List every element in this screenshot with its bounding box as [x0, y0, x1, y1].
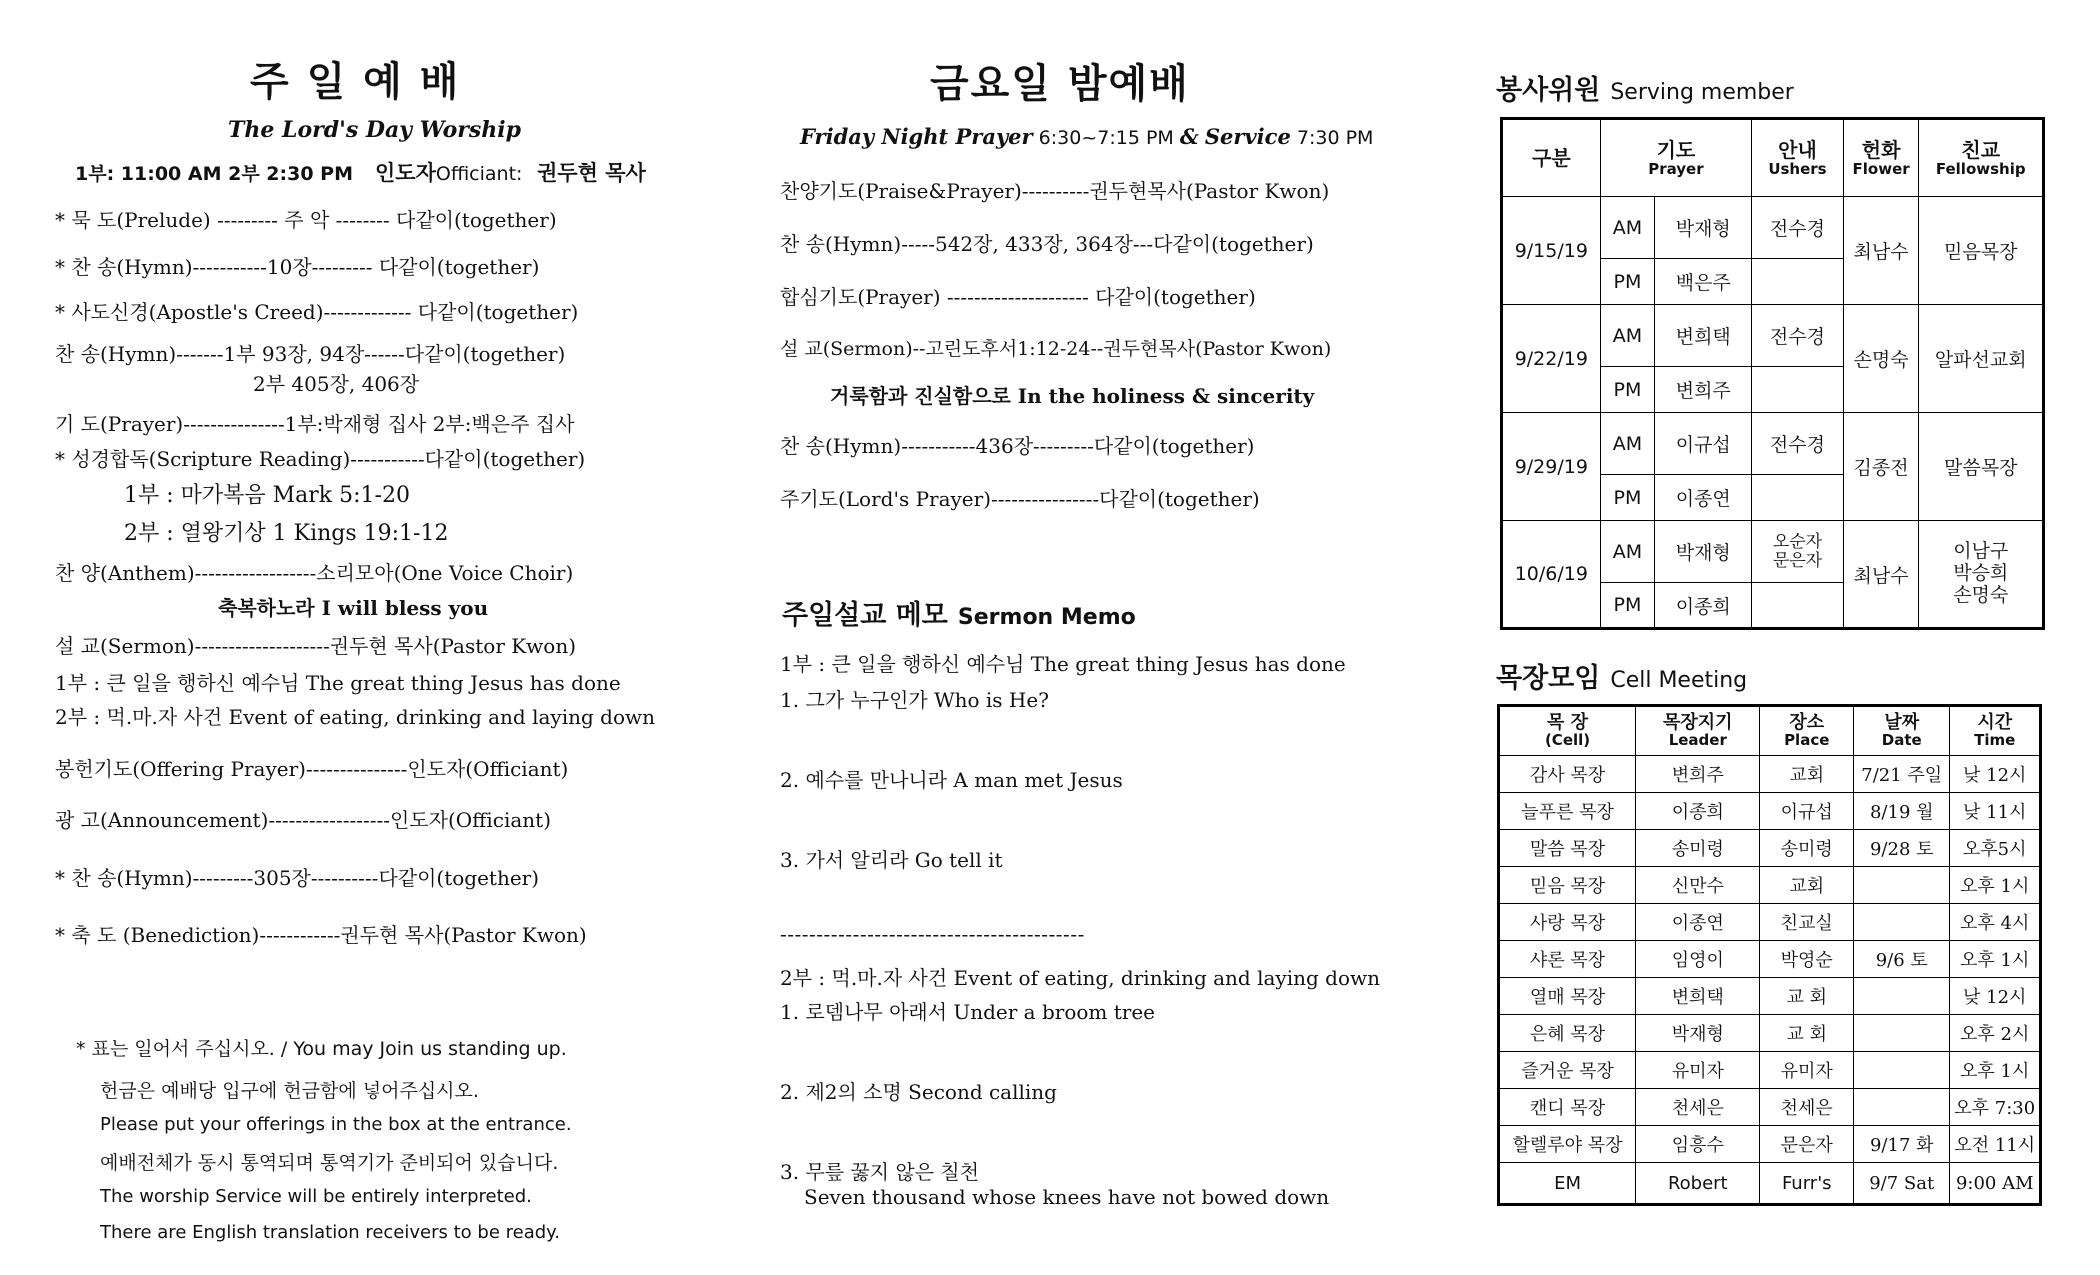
cell-leader: 이종희	[1636, 793, 1760, 830]
cell-cell: 말씀 목장	[1499, 830, 1636, 867]
friday-order-item: 주기도(Lord's Prayer)----------------다같이(together)	[780, 487, 1260, 511]
sermon-title-2: 2부 : 먹.마.자 사건 Event of eating, drinking and laying down	[55, 705, 655, 729]
memo-line: 1. 로뎀나무 아래서 Under a broom tree	[780, 1000, 1156, 1024]
header-leader: 목장지기 Leader	[1636, 706, 1760, 756]
table-row	[1499, 830, 2041, 867]
cell-cell: 은혜 목장	[1499, 1015, 1636, 1052]
cell-time: 낮 12시	[1950, 978, 2041, 1015]
order-item: 광 고(Announcement)------------------인도자(Officiant)	[55, 808, 552, 832]
fellowship: 믿음목장	[1919, 197, 2044, 305]
cell-table-body	[1499, 756, 2041, 1205]
officiant-name: 권두현 목사	[537, 161, 646, 185]
serving-title-en: Serving member	[1610, 80, 1794, 105]
sunday-worship-subtitle: The Lord's Day Worship	[228, 117, 521, 143]
order-item: * 사도신경(Apostle's Creed)------------- 다같이(together)	[55, 300, 579, 324]
cell-leader: 천세은	[1636, 1089, 1760, 1126]
cell-place: 교 회	[1760, 1015, 1854, 1052]
memo-line: 2. 예수를 만나니라 A man met Jesus	[780, 768, 1123, 792]
flower: 최남수	[1843, 521, 1919, 629]
cell-time: 낮 12시	[1950, 756, 2041, 793]
cell-cell: 열매 목장	[1499, 978, 1636, 1015]
table-row	[1499, 941, 2041, 978]
header-place: 장소 Place	[1760, 706, 1854, 756]
sermon-title-1: 1부 : 큰 일을 행하신 예수님 The great thing Jesus has done	[55, 671, 621, 695]
cell-date: 7/21 주일	[1854, 756, 1950, 793]
cell-time: 오후 1시	[1950, 867, 2041, 904]
friday-order-item: 찬양기도(Praise&Prayer)----------권두현목사(Pastor Kwon)	[780, 179, 1330, 203]
pm-usher	[1752, 475, 1844, 521]
cell-date: 8/19 월	[1854, 793, 1950, 830]
friday-order-item: 합심기도(Prayer) --------------------- 다같이(together)	[780, 285, 1256, 309]
serve-date: 9/22/19	[1502, 305, 1601, 413]
flower: 최남수	[1843, 197, 1919, 305]
table-row	[1499, 1015, 2041, 1052]
table-row	[1499, 867, 2041, 904]
cell-leader: 박재형	[1636, 1015, 1760, 1052]
order-item: * 찬 송(Hymn)---------305장----------다같이(together)	[55, 866, 540, 890]
note-offering-ko: 헌금은 예배당 입구에 헌금함에 넣어주십시오.	[100, 1080, 479, 1102]
cell-leader: 임영이	[1636, 941, 1760, 978]
header-date: 날짜 Date	[1854, 706, 1950, 756]
memo-line: 1부 : 큰 일을 행하신 예수님 The great thing Jesus has done	[780, 652, 1346, 676]
cell-place: 천세은	[1760, 1089, 1854, 1126]
pm-prayer: 이종연	[1655, 475, 1752, 521]
am-prayer: 박재형	[1655, 521, 1752, 583]
cell-place: 송미령	[1760, 830, 1854, 867]
friday-order-item: 찬 송(Hymn)-----542장, 433장, 364장---다같이(together)	[780, 232, 1314, 256]
note-interpret-ko: 예배전체가 동시 통역되며 통역기가 준비되어 있습니다.	[100, 1152, 559, 1174]
cell-cell: 샤론 목장	[1499, 941, 1636, 978]
table-row	[1499, 1089, 2041, 1126]
service-times: 1부: 11:00 AM 2부 2:30 PM	[75, 163, 354, 185]
serve-date: 10/6/19	[1502, 521, 1601, 629]
cell-cell: 사랑 목장	[1499, 904, 1636, 941]
cell-place: 박영순	[1760, 941, 1854, 978]
officiant-en: Officiant:	[435, 163, 523, 185]
table-row	[1502, 521, 2044, 583]
flower: 손명숙	[1843, 305, 1919, 413]
header-prayer: 기도 Prayer	[1600, 119, 1752, 197]
memo-line: Seven thousand whose knees have not bowed down	[804, 1185, 1330, 1209]
serving-header-row	[1502, 119, 2044, 197]
pm-prayer: 이종희	[1655, 583, 1752, 629]
cell-place: 이규섭	[1760, 793, 1854, 830]
fellowship: 말씀목장	[1919, 413, 2044, 521]
memo-line: 1. 그가 누구인가 Who is He?	[780, 688, 1049, 712]
fellowship: 이남구 박승희 손명숙	[1919, 521, 2044, 629]
cell-date	[1854, 978, 1950, 1015]
order-item: * 찬 송(Hymn)-----------10장--------- 다같이(together)	[55, 255, 540, 279]
cell-cell: 늘푸른 목장	[1499, 793, 1636, 830]
pm-label: PM	[1600, 367, 1655, 413]
table-row	[1499, 904, 2041, 941]
cell-time: 9:00 AM	[1950, 1163, 2041, 1205]
table-row	[1502, 305, 2044, 367]
cell-date	[1854, 1052, 1950, 1089]
table-row	[1502, 197, 2044, 259]
order-item: 2부 405장, 406장	[253, 372, 420, 396]
cell-place: 교 회	[1760, 978, 1854, 1015]
sermon-memo-title-en: Sermon Memo	[957, 605, 1136, 630]
am-prayer: 이규섭	[1655, 413, 1752, 475]
pm-label: PM	[1600, 583, 1655, 629]
cell-time: 오후5시	[1950, 830, 2041, 867]
am-usher: 오순자 문은자	[1752, 521, 1844, 583]
serving-table	[1500, 117, 2045, 630]
cell-place: 교회	[1760, 867, 1854, 904]
pm-label: PM	[1600, 475, 1655, 521]
cell-place: Furr's	[1760, 1163, 1854, 1205]
note-offering-en: Please put your offerings in the box at the entrance.	[100, 1114, 572, 1135]
sermon-memo-title-ko: 주일설교 메모	[782, 600, 948, 631]
order-item: * 묵 도(Prelude) --------- 주 악 -------- 다같이(together)	[55, 208, 557, 232]
cell-meeting-heading	[1496, 656, 1747, 695]
order-item: * 성경합독(Scripture Reading)-----------다같이(together)	[55, 447, 586, 471]
cell-date	[1854, 904, 1950, 941]
table-row	[1499, 793, 2041, 830]
cell-cell: EM	[1499, 1163, 1636, 1205]
cell-place: 유미자	[1760, 1052, 1854, 1089]
cell-time: 오후 2시	[1950, 1015, 2041, 1052]
memo-divider: ------------------------------------------	[780, 922, 1085, 946]
order-item: 봉헌기도(Offering Prayer)---------------인도자(Officiant)	[55, 757, 569, 781]
pm-prayer: 변희주	[1655, 367, 1752, 413]
am-label: AM	[1600, 305, 1655, 367]
header-category: 구분	[1502, 119, 1601, 197]
friday-prayer-label: Friday Night Prayer	[800, 124, 1033, 149]
cell-date	[1854, 1089, 1950, 1126]
memo-line: 3. 무릎 꿇지 않은 칠천	[780, 1160, 980, 1184]
am-usher: 전수경	[1752, 197, 1844, 259]
header-flower: 헌화 Flower	[1843, 119, 1919, 197]
cell-leader: 임흥수	[1636, 1126, 1760, 1163]
pm-prayer: 백은주	[1655, 259, 1752, 305]
cell-time: 오후 1시	[1950, 1052, 2041, 1089]
memo-line: 2. 제2의 소명 Second calling	[780, 1080, 1057, 1104]
serving-title-ko: 봉사위원	[1496, 75, 1601, 106]
header-time: 시간 Time	[1950, 706, 2041, 756]
cell-time: 오후 1시	[1950, 941, 2041, 978]
officiant-label: 인도자	[375, 161, 436, 185]
friday-subtitle	[800, 124, 1373, 149]
am-prayer: 변희택	[1655, 305, 1752, 367]
table-row	[1499, 756, 2041, 793]
serve-date: 9/29/19	[1502, 413, 1601, 521]
am-usher: 전수경	[1752, 413, 1844, 475]
header-ushers: 안내 Ushers	[1752, 119, 1844, 197]
cell-date: 9/6 토	[1854, 941, 1950, 978]
order-item: * 축 도 (Benediction)------------권두현 목사(Pastor Kwon)	[55, 923, 587, 947]
cell-date: 9/28 토	[1854, 830, 1950, 867]
cell-place: 친교실	[1760, 904, 1854, 941]
friday-sermon-title: 거룩함과 진실함으로 In the holiness & sincerity	[830, 384, 1315, 408]
cell-time: 오후 4시	[1950, 904, 2041, 941]
note-receivers: There are English translation receivers to be ready.	[100, 1222, 560, 1243]
cell-date: 9/7 Sat	[1854, 1163, 1950, 1205]
am-label: AM	[1600, 413, 1655, 475]
cell-cell: 즐거운 목장	[1499, 1052, 1636, 1089]
am-label: AM	[1600, 197, 1655, 259]
pm-label: PM	[1600, 259, 1655, 305]
header-fellowship: 친교 Fellowship	[1919, 119, 2044, 197]
cell-time: 오후 7:30	[1950, 1089, 2041, 1126]
serve-date: 9/15/19	[1502, 197, 1601, 305]
table-row	[1499, 1163, 2041, 1205]
friday-order-item: 찬 송(Hymn)-----------436장---------다같이(together)	[780, 434, 1255, 458]
cell-leader: 변희택	[1636, 978, 1760, 1015]
cell-cell: 할렐루야 목장	[1499, 1126, 1636, 1163]
friday-worship-title: 금요일 밤예배	[930, 61, 1190, 107]
cell-title-ko: 목장모임	[1496, 663, 1601, 694]
friday-service-label: Service	[1204, 124, 1291, 149]
ampersand: &	[1179, 124, 1199, 149]
header-cell: 목 장 (Cell)	[1499, 706, 1636, 756]
am-usher: 전수경	[1752, 305, 1844, 367]
cell-time: 오전 11시	[1950, 1126, 2041, 1163]
note-interpret-en: The worship Service will be entirely interpreted.	[100, 1186, 532, 1207]
cell-leader: 유미자	[1636, 1052, 1760, 1089]
memo-line: 2부 : 먹.마.자 사건 Event of eating, drinking and laying down	[780, 966, 1380, 990]
cell-leader: 신만수	[1636, 867, 1760, 904]
table-row	[1499, 1052, 2041, 1089]
friday-service-time: 7:30 PM	[1296, 127, 1374, 149]
sermon-memo-heading	[782, 593, 1136, 632]
order-item: 찬 송(Hymn)-------1부 93장, 94장------다같이(together)	[55, 342, 566, 366]
pm-usher	[1752, 583, 1844, 629]
cell-time: 낮 11시	[1950, 793, 2041, 830]
friday-order-item: 설 교(Sermon)--고린도후서1:12-24--권두현목사(Pastor Kwon)	[780, 338, 1332, 360]
order-item: 찬 양(Anthem)------------------소리모아(One Voice Choir)	[55, 561, 574, 585]
cell-title-en: Cell Meeting	[1610, 668, 1748, 693]
order-item: 설 교(Sermon)--------------------권두현 목사(Pastor Kwon)	[55, 634, 577, 658]
serving-heading	[1496, 68, 1794, 107]
cell-leader: Robert	[1636, 1163, 1760, 1205]
cell-cell: 감사 목장	[1499, 756, 1636, 793]
cell-header-row	[1499, 706, 2041, 756]
pm-usher	[1752, 259, 1844, 305]
cell-date	[1854, 1015, 1950, 1052]
cell-leader: 이종연	[1636, 904, 1760, 941]
cell-leader: 송미령	[1636, 830, 1760, 867]
scripture-1: 1부 : 마가복음 Mark 5:1-20	[124, 483, 410, 508]
pm-usher	[1752, 367, 1844, 413]
cell-meeting-table	[1497, 704, 2042, 1206]
anthem-title: 축복하노라 I will bless you	[218, 596, 489, 620]
cell-leader: 변희주	[1636, 756, 1760, 793]
table-row	[1499, 1126, 2041, 1163]
cell-date: 9/17 화	[1854, 1126, 1950, 1163]
cell-cell: 캔디 목장	[1499, 1089, 1636, 1126]
table-row	[1499, 978, 2041, 1015]
sunday-worship-title: 주 일 예 배	[250, 59, 461, 105]
cell-place: 문은자	[1760, 1126, 1854, 1163]
friday-prayer-time: 6:30~7:15 PM	[1038, 127, 1174, 149]
table-row	[1502, 413, 2044, 475]
cell-place: 교회	[1760, 756, 1854, 793]
am-label: AM	[1600, 521, 1655, 583]
note-standing: * 표는 일어서 주십시오. / You may Join us standing up.	[76, 1038, 567, 1060]
scripture-2: 2부 : 열왕기상 1 Kings 19:1-12	[124, 521, 449, 546]
fellowship: 알파선교회	[1919, 305, 2044, 413]
am-prayer: 박재형	[1655, 197, 1752, 259]
cell-cell: 믿음 목장	[1499, 867, 1636, 904]
cell-date	[1854, 867, 1950, 904]
order-item: 기 도(Prayer)---------------1부:박재형 집사 2부:백은주 집사	[55, 412, 575, 436]
memo-line: 3. 가서 알리라 Go tell it	[780, 848, 1003, 872]
officiant-line	[375, 157, 646, 187]
flower: 김종전	[1843, 413, 1919, 521]
